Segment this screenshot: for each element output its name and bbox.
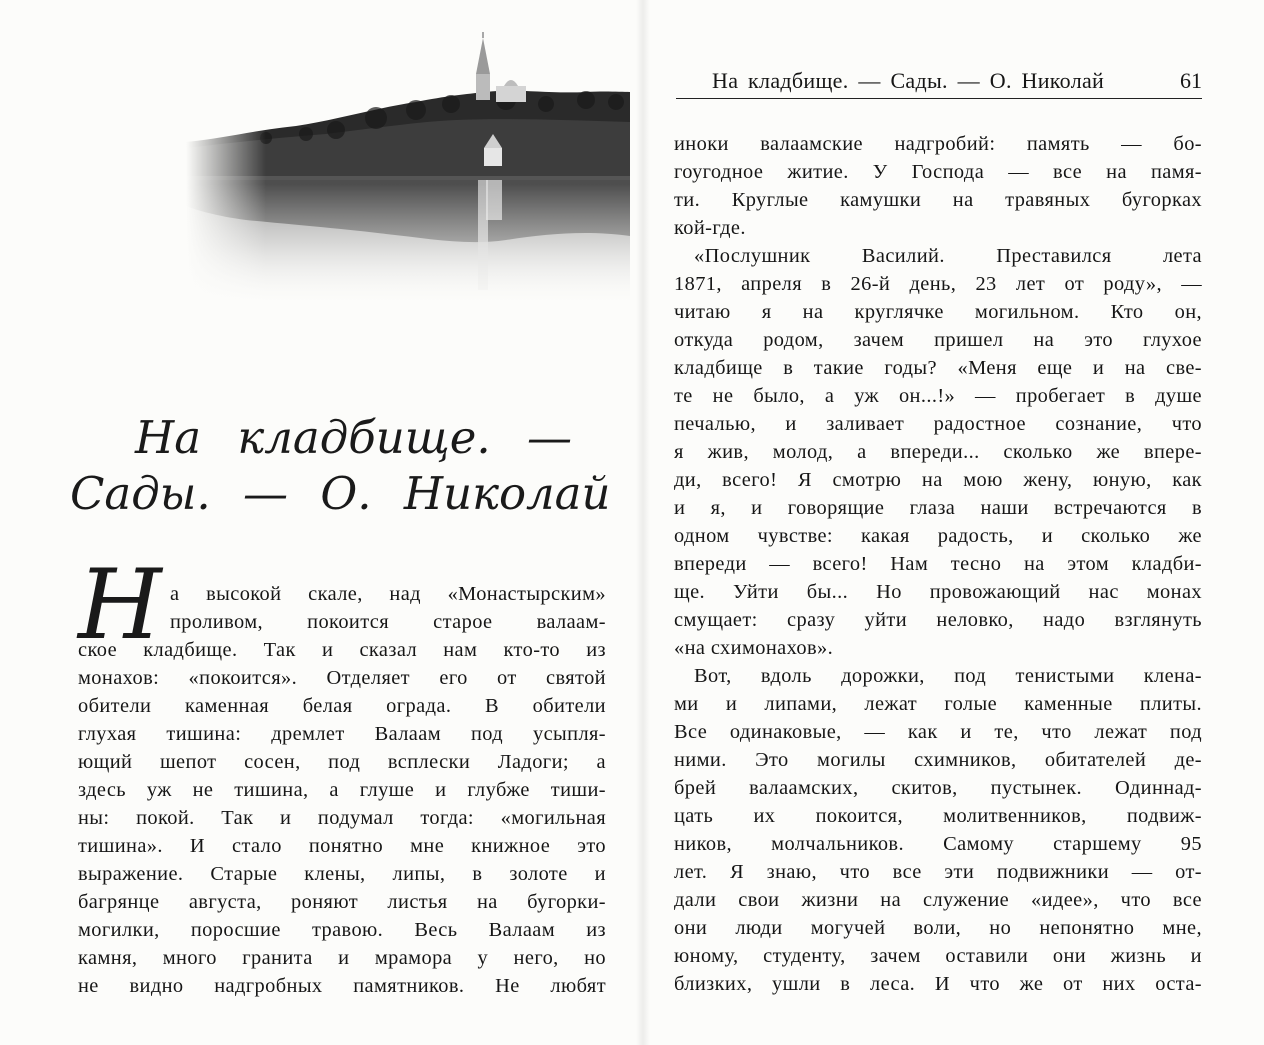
text-line: ти. Круглые камушки на травяных бугорках	[674, 189, 1202, 211]
text-line: они люди могучей воли, но непонятно мне,	[674, 917, 1202, 939]
chapter-title	[70, 410, 620, 522]
running-head	[676, 64, 1202, 99]
text-line: одном чувстве: какая радость, и сколько же	[674, 525, 1202, 547]
text-line: выражение. Старые клены, липы, в золоте и	[78, 863, 606, 885]
text-line: печалью, и заливает радостное сознание, что	[674, 413, 1202, 435]
text-line: гоугодное житие. У Господа — все на памя-	[674, 161, 1202, 183]
text-line: багрянце августа, роняют листья на бугорки-	[78, 891, 606, 913]
illustration-lake-monastery	[186, 30, 630, 310]
text-line: обители каменная белая ограда. В обители	[78, 695, 606, 717]
text-line: камня, много гранита и мрамора у него, но	[78, 947, 606, 969]
text-line: не видно надгробных памятников. Не любят	[78, 975, 606, 997]
drop-cap-letter: Н	[78, 549, 162, 661]
text-line: Все одинаковые, — как и те, что лежат под	[674, 721, 1202, 743]
text-line: дали свои жизни на служение «идее», что все	[674, 889, 1202, 911]
text-line: впереди — всего! Нам тесно на этом кладби-	[674, 553, 1202, 575]
text-line: ми и липами, лежат голые каменные плиты.	[674, 693, 1202, 715]
text-line: Вот, вдоль дорожки, под тенистыми клена-	[694, 665, 1202, 687]
text-line: кладбище в такие годы? «Меня еще и на све-	[674, 357, 1202, 379]
text-line: ющий шепот сосен, под всплески Ладоги; а	[78, 751, 606, 773]
text-line: цать их покоится, молитвенников, подвиж-	[674, 805, 1202, 827]
text-line: могилки, поросшие травою. Весь Валаам из	[78, 919, 606, 941]
text-line: и я, и говорящие глаза наши встречаются в	[674, 497, 1202, 519]
text-line: «Послушник Василий. Преставился лета	[694, 245, 1202, 267]
chapter-title-line-1: На кладбище. —	[135, 411, 572, 464]
text-line: «на схимонахов».	[674, 637, 834, 659]
running-head-title: На кладбище. — Сады. — О. Николай	[712, 68, 1105, 93]
text-line: брей валаамских, скитов, пустынек. Одиннад-	[674, 777, 1202, 799]
text-line: кой-где.	[674, 217, 746, 239]
text-line: ны: покой. Так и подумал тогда: «могильная	[78, 807, 606, 829]
text-line: тишина». И стало понятно мне книжное это	[78, 835, 606, 857]
text-line: откуда родом, зачем пришел на это глухое	[674, 329, 1202, 351]
chapter-title-line-2: Сады. — О. Николай	[70, 467, 611, 520]
text-line: юному, студенту, зачем оставили они жизнь и	[674, 945, 1202, 967]
text-line: лет. Я знаю, что все эти подвижники — от-	[674, 861, 1202, 883]
text-line: ское кладбище. Так и сказал нам кто-то из	[78, 639, 606, 661]
text-line: монахов: «покоится». Отделяет его от святой	[78, 667, 606, 689]
text-line: ще. Уйти бы... Но провожающий нас монах	[674, 581, 1202, 603]
text-line: 1871, апреля в 26-й день, 23 лет от роду», —	[674, 273, 1202, 295]
right-page-text	[674, 130, 1202, 998]
text-line: здесь уж не тишина, а глуше и глубже тиши-	[78, 779, 606, 801]
text-line: ников, молчальников. Самому старшему 95	[674, 833, 1202, 855]
lake-monastery-photo	[186, 30, 630, 310]
text-line: иноки валаамские надгробий: память — бо-	[674, 133, 1202, 155]
text-line: а высокой скале, над «Монастырским»	[170, 583, 606, 605]
book-gutter	[636, 0, 650, 1045]
text-line: ди, всего! Я смотрю на мою жену, юную, как	[674, 469, 1202, 491]
page-number: 61	[1180, 68, 1202, 93]
text-line: близких, ушли в леса. И что же от них оста-	[674, 973, 1202, 995]
text-line: глухая тишина: дремлет Валаам под усыпля-	[78, 723, 606, 745]
text-line: смущает: сразу уйти неловко, надо взглянуть	[674, 609, 1202, 631]
text-line: те не было, а уж он...!» — пробегает в душе	[674, 385, 1202, 407]
text-line: читаю я на круглячке могильном. Кто он,	[674, 301, 1202, 323]
text-line: ними. Это могилы схимников, обитателей де-	[674, 749, 1202, 771]
left-page-text	[78, 580, 606, 1000]
text-line: я жив, молод, а впереди... сколько же впере-	[674, 441, 1202, 463]
text-line: проливом, покоится старое валаам-	[170, 611, 606, 633]
